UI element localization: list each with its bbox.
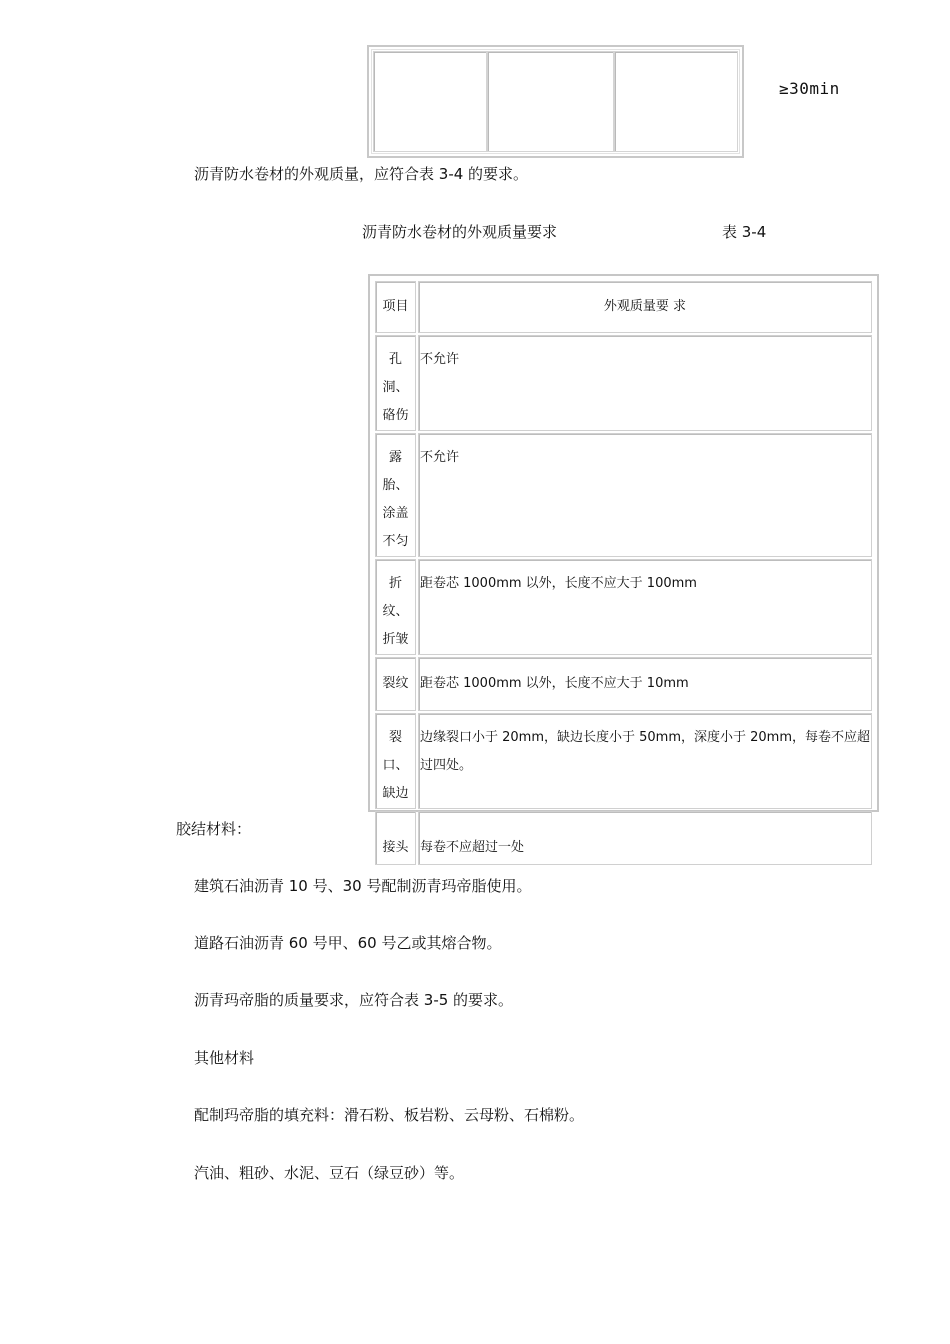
- row-item: 接头: [375, 811, 416, 865]
- other-line-2: 汽油、粗砂、水泥、豆石（绿豆砂）等。: [194, 1164, 465, 1182]
- top-table-side-value: ≥30min: [779, 79, 840, 98]
- other-line-1: 配制玛帝脂的填充料：滑石粉、板岩粉、云母粉、石棉粉。: [194, 1106, 585, 1124]
- appearance-intro: 沥青防水卷材的外观质量，应符合表 3-4 的要求。: [194, 165, 529, 183]
- top-table-cell: [614, 51, 738, 152]
- row-requirement: 边缘裂口小于 20mm，缺边长度小于 50mm，深度小于 20mm，每卷不应超过四处。: [418, 713, 872, 809]
- row-item: 露胎、涂盖不匀: [375, 433, 416, 557]
- top-table-cell: [373, 51, 487, 152]
- table-number: 表 3-4: [722, 223, 767, 241]
- row-item: 折纹、折皱: [375, 559, 416, 655]
- row-requirement: 不允许: [418, 433, 872, 557]
- header-item: 项目: [375, 281, 416, 333]
- binder-line-3: 沥青玛帝脂的质量要求，应符合表 3-5 的要求。: [194, 991, 514, 1009]
- row-item: 孔洞、硌伤: [375, 335, 416, 431]
- table-caption: 沥青防水卷材的外观质量要求: [362, 223, 558, 241]
- binder-line-1: 建筑石油沥青 10 号、30 号配制沥青玛帝脂使用。: [194, 877, 532, 895]
- row-item: 裂纹: [375, 657, 416, 711]
- binder-heading: 胶结材料：: [176, 820, 252, 838]
- row-requirement: 不允许: [418, 335, 872, 431]
- table-row: [375, 559, 872, 655]
- header-requirement: 外观质量要 求: [418, 281, 872, 333]
- quality-table: [368, 274, 879, 855]
- table-row: [375, 433, 872, 557]
- top-empty-table: [367, 45, 744, 158]
- row-requirement: 距卷芯 1000mm 以外，长度不应大于 100mm: [418, 559, 872, 655]
- table-row: [375, 811, 872, 865]
- table-row: [375, 335, 872, 431]
- table-row: [375, 713, 872, 809]
- table-row: [375, 657, 872, 711]
- row-requirement: 每卷不应超过一处: [418, 811, 872, 865]
- binder-line-2: 道路石油沥青 60 号甲、60 号乙或其熔合物。: [194, 934, 502, 952]
- top-table-cell: [487, 51, 615, 152]
- row-item: 裂口、缺边: [375, 713, 416, 809]
- row-requirement: 距卷芯 1000mm 以外，长度不应大于 10mm: [418, 657, 872, 711]
- other-heading: 其他材料: [194, 1049, 255, 1067]
- table-header-row: [375, 281, 872, 333]
